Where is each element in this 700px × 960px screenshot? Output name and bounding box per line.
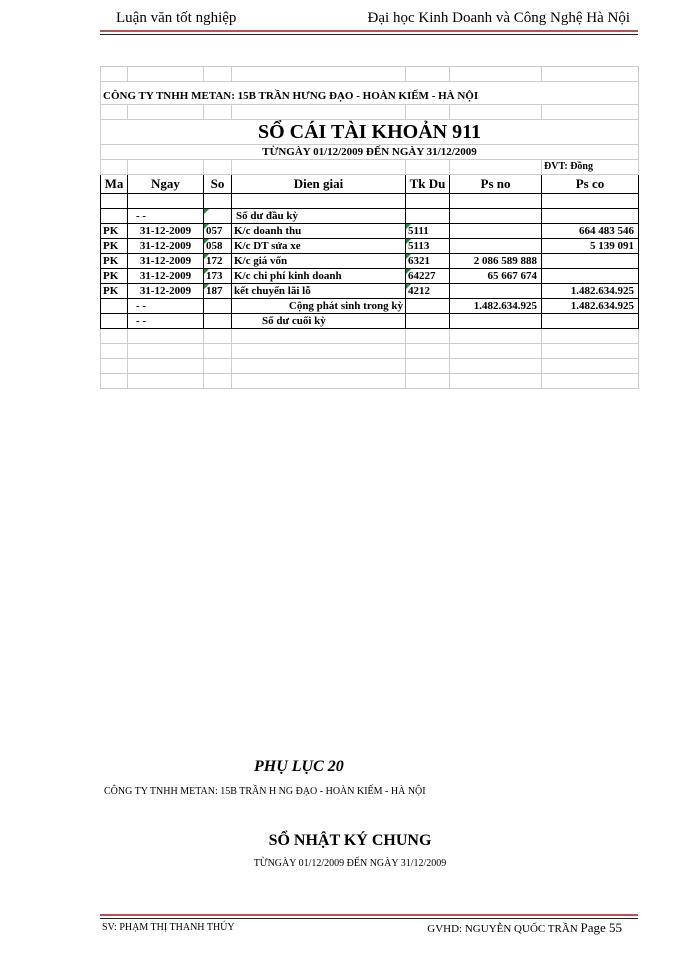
- thesis-label: Luận văn tốt nghiệp: [116, 10, 237, 26]
- journal-title: SỔ NHẬT KÝ CHUNG: [268, 832, 432, 849]
- appendix-company: CÔNG TY TNHH METAN: 15B TRẦN H NG ĐẠO - HOÀN KIẾM - HÀ NỘI: [104, 786, 426, 797]
- advisor-name: GVHD: NGUYỄN QUỐC TRẦN: [427, 923, 578, 935]
- col-dien-giai: Dien giai: [232, 175, 406, 194]
- col-ma: Ma: [101, 175, 128, 194]
- closing-balance-row: - - Số dư cuối kỳ: [101, 314, 639, 329]
- ledger-date-range: TỪNGÀY 01/12/2009 ĐẾN NGÀY 31/12/2009: [101, 145, 639, 160]
- col-ps-no: Ps no: [450, 175, 542, 194]
- closing-balance-label: Số dư cuối kỳ: [232, 314, 406, 329]
- header-rule-thin: [100, 34, 638, 35]
- footer-rule: [100, 914, 638, 916]
- page-number: Page 55: [580, 920, 622, 935]
- table-row: PK 31-12-2009 187 kết chuyển lãi lỗ 4212 1.482.634.925: [101, 284, 639, 299]
- opening-balance-row: - - Số dư đầu kỳ: [101, 209, 639, 224]
- journal-date-range: TỪNGÀY 01/12/2009 ĐẾN NGÀY 31/12/2009: [253, 858, 447, 869]
- company-line: CÔNG TY TNHH METAN: 15B TRẦN HƯNG ĐẠO - HOÀN KIẾM - HÀ NỘI: [101, 82, 639, 105]
- header-rule: [100, 30, 638, 32]
- footer-rule-thin: [100, 918, 638, 919]
- ledger-table: [100, 66, 639, 389]
- table-row: PK 31-12-2009 058 K/c DT sửa xe 5113 5 139 091: [101, 239, 639, 254]
- university-label: Đại học Kinh Doanh và Công Nghệ Hà Nội: [367, 10, 630, 26]
- total-ps-no: 1.482.634.925: [450, 299, 542, 314]
- total-row: - - Cộng phát sinh trong kỳ 1.482.634.925 1.482.634.925: [101, 299, 639, 314]
- ledger-title: SỔ CÁI TÀI KHOẢN 911: [101, 120, 639, 145]
- col-tk-du: Tk Du: [406, 175, 450, 194]
- footer-right: [427, 920, 622, 936]
- col-so: So: [204, 175, 232, 194]
- student-name: SV: PHẠM THỊ THANH THÚY: [102, 922, 235, 933]
- table-row: PK 31-12-2009 172 K/c giá vốn 6321 2 086 589 888: [101, 254, 639, 269]
- total-label: Cộng phát sinh trong kỳ: [232, 299, 406, 314]
- opening-balance-label: Số dư đầu kỳ: [232, 209, 406, 224]
- col-ngay: Ngay: [128, 175, 204, 194]
- unit-label: ĐVT: Đồng: [542, 160, 639, 175]
- total-ps-co: 1.482.634.925: [542, 299, 639, 314]
- ledger-sheet: [100, 66, 638, 389]
- page-header: [100, 10, 638, 32]
- appendix-title: PHỤ LỤC 20: [254, 758, 344, 775]
- table-row: PK 31-12-2009 173 K/c chi phí kinh doanh 64227 65 667 674: [101, 269, 639, 284]
- col-ps-co: Ps co: [542, 175, 639, 194]
- table-row: PK 31-12-2009 057 K/c doanh thu 5111 664 483 546: [101, 224, 639, 239]
